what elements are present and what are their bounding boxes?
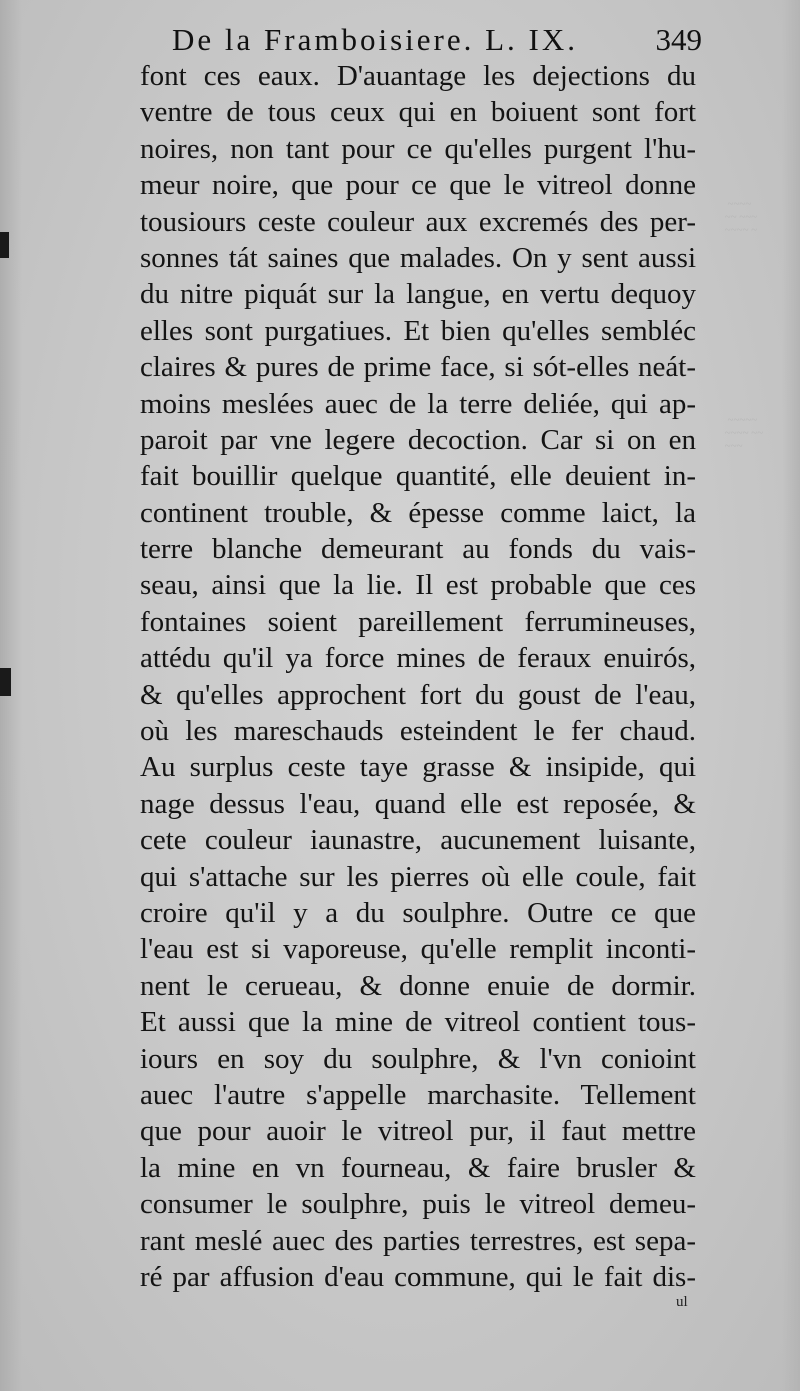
text-line: seau, ainsi que la lie. Il est probable que ces — [140, 569, 696, 602]
text-line: sonnes tát saines que malades. On y sent aussi — [140, 241, 696, 274]
text-line: Et aussi que la mine de vitreol contient tous- — [140, 1006, 696, 1039]
text-line: l'eau est si vaporeuse, qu'elle remplit inconti- — [140, 933, 696, 966]
text-line: fontaines soient pareillement ferrumineuses, — [140, 605, 696, 638]
catchword: ul — [676, 1294, 688, 1310]
text-line: ré par affusion d'eau commune, qui le fait dis- — [140, 1260, 696, 1293]
text-line: font ces eaux. D'auantage les dejections du — [140, 60, 696, 92]
body-text — [140, 58, 696, 1295]
text-line: iours en soy du soulphre, & l'vn conioint — [140, 1042, 696, 1075]
margin-ink-mark — [0, 232, 9, 258]
text-line: paroit par vne legere decoction. Car si on en — [140, 423, 696, 456]
text-line: moins meslées auec de la terre deliée, qui ap- — [140, 387, 696, 420]
text-line: la mine en vn fourneau, & faire brusler & — [140, 1151, 696, 1184]
text-line: consumer le soulphre, puis le vitreol demeu- — [140, 1188, 696, 1221]
text-line: auec l'autre s'appelle marchasite. Tellement — [140, 1078, 696, 1111]
text-line: Au surplus ceste taye grasse & insipide, qui — [140, 751, 696, 784]
text-line: terre blanche demeurant au fonds du vais- — [140, 533, 696, 566]
text-line: tousiours ceste couleur aux excremés des per- — [140, 205, 696, 238]
text-line: nage dessus l'eau, quand elle est reposée, & — [140, 787, 696, 820]
text-line: qui s'attache sur les pierres où elle coule, fait — [140, 860, 696, 893]
text-line: & qu'elles approchent fort du goust de l'eau, — [140, 678, 696, 711]
text-line: rant meslé auec des parties terrestres, est sepa- — [140, 1224, 696, 1257]
text-line: noires, non tant pour ce qu'elles purgent l'hu- — [140, 132, 696, 165]
text-line: nent le cerueau, & donne enuie de dormir. — [140, 969, 696, 1002]
text-line: elles sont purgatiues. Et bien qu'elles sembléc — [140, 314, 696, 347]
text-line: du nitre piquát sur la langue, en vertu dequoy — [140, 278, 696, 311]
text-line: claires & pures de prime face, si sót-elles neát- — [140, 351, 696, 384]
text-line: cete couleur iaunastre, aucunement luisante, — [140, 824, 696, 857]
text-line: meur noire, que pour ce que le vitreol donne — [140, 169, 696, 202]
text-line: attédu qu'il ya force mines de feraux enuirós, — [140, 642, 696, 675]
margin-ink-mark — [0, 668, 11, 696]
running-header — [172, 22, 702, 58]
text-line: fait bouillir quelque quantité, elle deuient in- — [140, 460, 696, 493]
page-number: 349 — [655, 22, 702, 57]
text-line: ventre de tous ceux qui en boiuent sont fort — [140, 96, 696, 129]
text-line: croire qu'il y a du soulphre. Outre ce que — [140, 896, 696, 929]
text-line: continent trouble, & épesse comme laict, la — [140, 496, 696, 529]
show-through-text: ~~~~ ~~ ~~~ ~~~~ ~ — [724, 198, 758, 236]
running-title: De la Framboisiere. L. IX. — [172, 22, 578, 57]
text-line: que pour auoir le vitreol pur, il faut mettre — [140, 1115, 696, 1148]
show-through-text: ~~~~~ ~~~~ ~~ ~~~ — [724, 414, 764, 452]
text-line: où les mareschauds esteindent le fer chaud. — [140, 715, 696, 748]
